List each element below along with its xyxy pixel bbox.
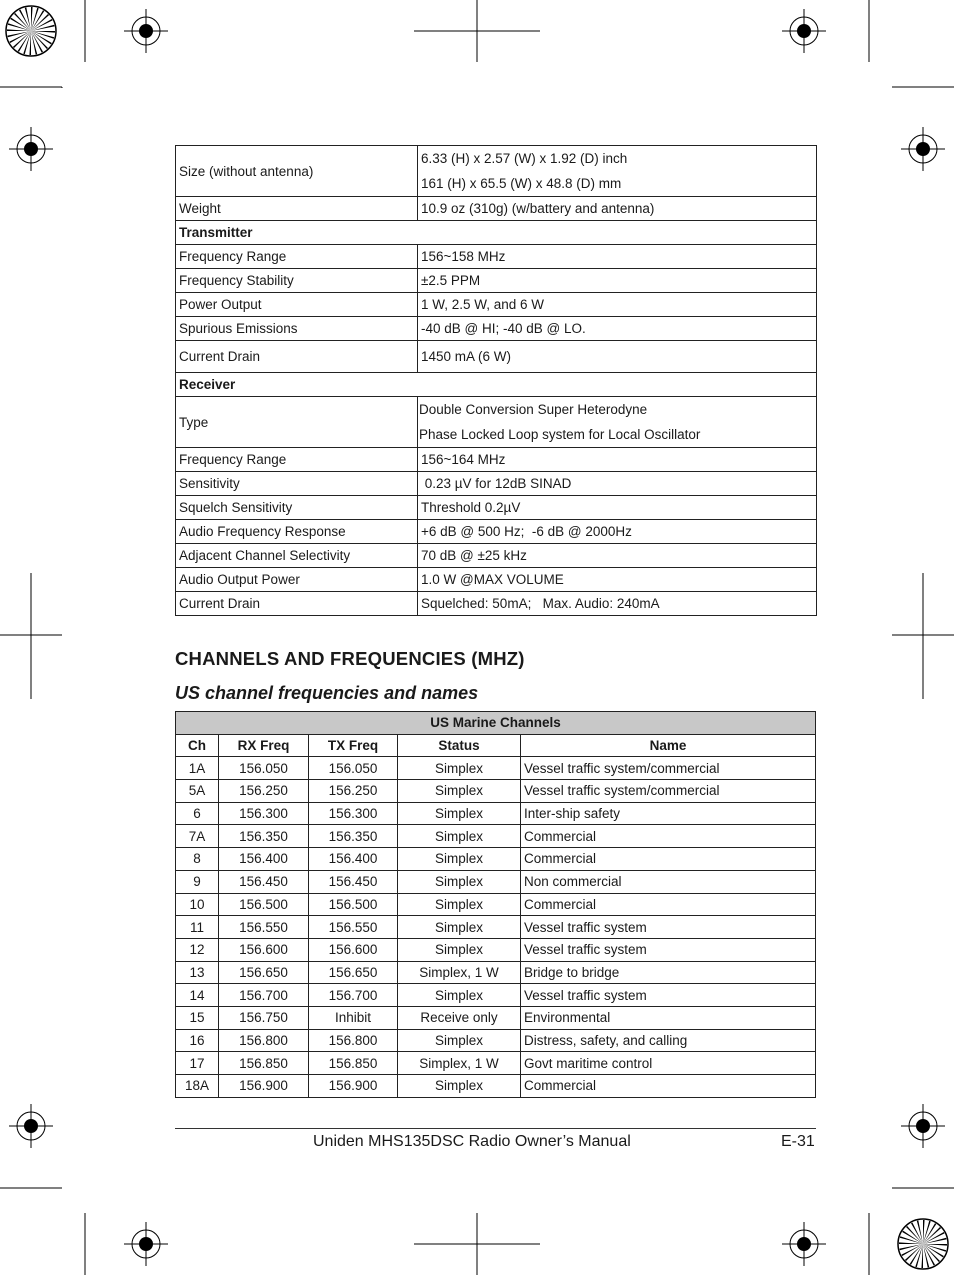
table-row — [176, 373, 817, 397]
spec-label: Frequency Range — [176, 245, 418, 269]
cell-rx-freq: 156.050 — [219, 757, 309, 780]
channels-table-body — [176, 757, 816, 1097]
table-row — [176, 293, 817, 317]
cell-rx-freq: 156.350 — [219, 825, 309, 848]
spec-label: Spurious Emissions — [176, 317, 418, 341]
cell-rx-freq: 156.850 — [219, 1052, 309, 1075]
cell-status: Simplex — [398, 984, 521, 1007]
cell-tx-freq: 156.650 — [309, 961, 398, 984]
spec-label: Size (without antenna) — [176, 146, 418, 197]
cell-status: Simplex — [398, 780, 521, 803]
cell-rx-freq: 156.250 — [219, 780, 309, 803]
cell-tx-freq: 156.250 — [309, 780, 398, 803]
table-row — [176, 984, 816, 1007]
footer-title: Uniden MHS135DSC Radio Owner’s Manual — [313, 1133, 631, 1150]
spec-value: +6 dB @ 500 Hz; -6 dB @ 2000Hz — [418, 520, 817, 544]
spec-value: ±2.5 PPM — [418, 269, 817, 293]
table-row — [176, 341, 817, 373]
spec-value-line: Double Conversion Super Heterodyne — [419, 402, 648, 417]
table-row — [176, 221, 817, 245]
section-transmitter: Transmitter — [176, 221, 817, 245]
cell-ch: 5A — [176, 780, 219, 803]
cell-rx-freq: 156.750 — [219, 1006, 309, 1029]
table-row — [176, 397, 817, 448]
table-row — [176, 472, 817, 496]
cell-name: Inter-ship safety — [521, 802, 816, 825]
cell-status: Simplex — [398, 825, 521, 848]
spec-value: 0.23 µV for 12dB SINAD — [418, 472, 817, 496]
table-row — [176, 520, 817, 544]
spec-label: Squelch Sensitivity — [176, 496, 418, 520]
spec-label: Frequency Stability — [176, 269, 418, 293]
table-row — [176, 448, 817, 472]
table-row — [176, 197, 817, 221]
table-row — [176, 568, 817, 592]
cell-status: Simplex, 1 W — [398, 1052, 521, 1075]
cell-name: Govt maritime control — [521, 1052, 816, 1075]
cell-ch: 10 — [176, 893, 219, 916]
cell-tx-freq: 156.300 — [309, 802, 398, 825]
table-row — [176, 757, 816, 780]
table-row — [176, 544, 817, 568]
cell-name: Bridge to bridge — [521, 961, 816, 984]
cell-rx-freq: 156.800 — [219, 1029, 309, 1052]
column-header-rx-freq: RX Freq — [219, 734, 309, 757]
table-row — [176, 893, 816, 916]
table-row — [176, 1029, 816, 1052]
table-row — [176, 245, 817, 269]
table-row — [176, 961, 816, 984]
cell-tx-freq: 156.450 — [309, 870, 398, 893]
cell-ch: 7A — [176, 825, 219, 848]
cell-name: Commercial — [521, 848, 816, 871]
spec-value: 1 W, 2.5 W, and 6 W — [418, 293, 817, 317]
cell-tx-freq: 156.350 — [309, 825, 398, 848]
cell-ch: 12 — [176, 938, 219, 961]
cell-tx-freq: Inhibit — [309, 1006, 398, 1029]
spec-value: -40 dB @ HI; -40 dB @ LO. — [418, 317, 817, 341]
section-receiver: Receiver — [176, 373, 817, 397]
cell-name: Vessel traffic system — [521, 938, 816, 961]
table-title-row — [176, 712, 816, 735]
table-row — [176, 1052, 816, 1075]
table-row — [176, 825, 816, 848]
column-header-tx-freq: TX Freq — [309, 734, 398, 757]
cell-status: Simplex, 1 W — [398, 961, 521, 984]
cell-tx-freq: 156.050 — [309, 757, 398, 780]
spec-value-line: 161 (H) x 65.5 (W) x 48.8 (D) mm — [421, 176, 622, 191]
spec-value: 156~164 MHz — [418, 448, 817, 472]
spec-label: Sensitivity — [176, 472, 418, 496]
spec-label: Frequency Range — [176, 448, 418, 472]
spec-value-line: Phase Locked Loop system for Local Oscillator — [419, 427, 701, 442]
cell-ch: 17 — [176, 1052, 219, 1075]
table-row — [176, 870, 816, 893]
table-row — [176, 1006, 816, 1029]
spec-label: Audio Output Power — [176, 568, 418, 592]
spec-value: 1450 mA (6 W) — [418, 341, 817, 373]
cell-name: Vessel traffic system — [521, 916, 816, 939]
cell-rx-freq: 156.450 — [219, 870, 309, 893]
cell-name: Vessel traffic system/commercial — [521, 780, 816, 803]
table-row — [176, 269, 817, 293]
spec-label: Type — [176, 397, 418, 448]
cell-rx-freq: 156.600 — [219, 938, 309, 961]
cell-rx-freq: 156.500 — [219, 893, 309, 916]
spec-value — [418, 397, 817, 448]
table-title: US Marine Channels — [176, 712, 816, 735]
cell-ch: 15 — [176, 1006, 219, 1029]
cell-name: Distress, safety, and calling — [521, 1029, 816, 1052]
cell-name: Commercial — [521, 893, 816, 916]
spec-label: Power Output — [176, 293, 418, 317]
cell-rx-freq: 156.400 — [219, 848, 309, 871]
cell-ch: 6 — [176, 802, 219, 825]
footer-rule — [175, 1128, 816, 1129]
subsection-heading: US channel frequencies and names — [175, 683, 479, 703]
cell-tx-freq: 156.800 — [309, 1029, 398, 1052]
cell-tx-freq: 156.850 — [309, 1052, 398, 1075]
cell-name: Environmental — [521, 1006, 816, 1029]
table-row — [176, 1075, 816, 1098]
cell-status: Simplex — [398, 916, 521, 939]
cell-tx-freq: 156.900 — [309, 1075, 398, 1098]
cell-ch: 16 — [176, 1029, 219, 1052]
cell-ch: 9 — [176, 870, 219, 893]
spec-label: Current Drain — [176, 592, 418, 616]
spec-value-line: 6.33 (H) x 2.57 (W) x 1.92 (D) inch — [421, 151, 628, 166]
spec-value: 1.0 W @MAX VOLUME — [418, 568, 817, 592]
section-heading: CHANNELS AND FREQUENCIES (MHZ) — [175, 648, 525, 669]
cell-status: Simplex — [398, 938, 521, 961]
page-number: E-31 — [781, 1133, 815, 1150]
table-header-row — [176, 734, 816, 757]
table-row — [176, 780, 816, 803]
cell-tx-freq: 156.400 — [309, 848, 398, 871]
cell-name: Vessel traffic system/commercial — [521, 757, 816, 780]
spec-label: Weight — [176, 197, 418, 221]
spec-value: Squelched: 50mA; Max. Audio: 240mA — [418, 592, 817, 616]
cell-status: Simplex — [398, 848, 521, 871]
cell-name: Commercial — [521, 1075, 816, 1098]
cell-status: Simplex — [398, 870, 521, 893]
table-row — [176, 916, 816, 939]
cell-ch: 11 — [176, 916, 219, 939]
spec-label: Current Drain — [176, 341, 418, 373]
spec-label: Audio Frequency Response — [176, 520, 418, 544]
cell-name: Commercial — [521, 825, 816, 848]
cell-status: Simplex — [398, 893, 521, 916]
cell-ch: 8 — [176, 848, 219, 871]
cell-ch: 14 — [176, 984, 219, 1007]
cell-rx-freq: 156.700 — [219, 984, 309, 1007]
column-header-status: Status — [398, 734, 521, 757]
cell-rx-freq: 156.900 — [219, 1075, 309, 1098]
cell-name: Vessel traffic system — [521, 984, 816, 1007]
specifications-table — [175, 145, 817, 616]
table-row — [176, 938, 816, 961]
cell-ch: 18A — [176, 1075, 219, 1098]
table-row — [176, 592, 817, 616]
cell-status: Simplex — [398, 1075, 521, 1098]
cell-name: Non commercial — [521, 870, 816, 893]
spec-value: 156~158 MHz — [418, 245, 817, 269]
cell-ch: 13 — [176, 961, 219, 984]
table-row — [176, 848, 816, 871]
cell-rx-freq: 156.650 — [219, 961, 309, 984]
cell-tx-freq: 156.600 — [309, 938, 398, 961]
cell-status: Simplex — [398, 1029, 521, 1052]
cell-status: Simplex — [398, 802, 521, 825]
column-header-ch: Ch — [176, 734, 219, 757]
cell-tx-freq: 156.500 — [309, 893, 398, 916]
column-header-name: Name — [521, 734, 816, 757]
table-row — [176, 317, 817, 341]
table-row — [176, 146, 817, 197]
cell-ch: 1A — [176, 757, 219, 780]
channels-table — [175, 711, 816, 1098]
spec-label: Adjacent Channel Selectivity — [176, 544, 418, 568]
cell-status: Receive only — [398, 1006, 521, 1029]
spec-value: 10.9 oz (310g) (w/battery and antenna) — [418, 197, 817, 221]
cell-rx-freq: 156.550 — [219, 916, 309, 939]
cell-tx-freq: 156.700 — [309, 984, 398, 1007]
cell-rx-freq: 156.300 — [219, 802, 309, 825]
table-row — [176, 802, 816, 825]
spec-value: Threshold 0.2µV — [418, 496, 817, 520]
spec-value: 70 dB @ ±25 kHz — [418, 544, 817, 568]
cell-status: Simplex — [398, 757, 521, 780]
table-row — [176, 496, 817, 520]
cell-tx-freq: 156.550 — [309, 916, 398, 939]
spec-value — [418, 146, 817, 197]
